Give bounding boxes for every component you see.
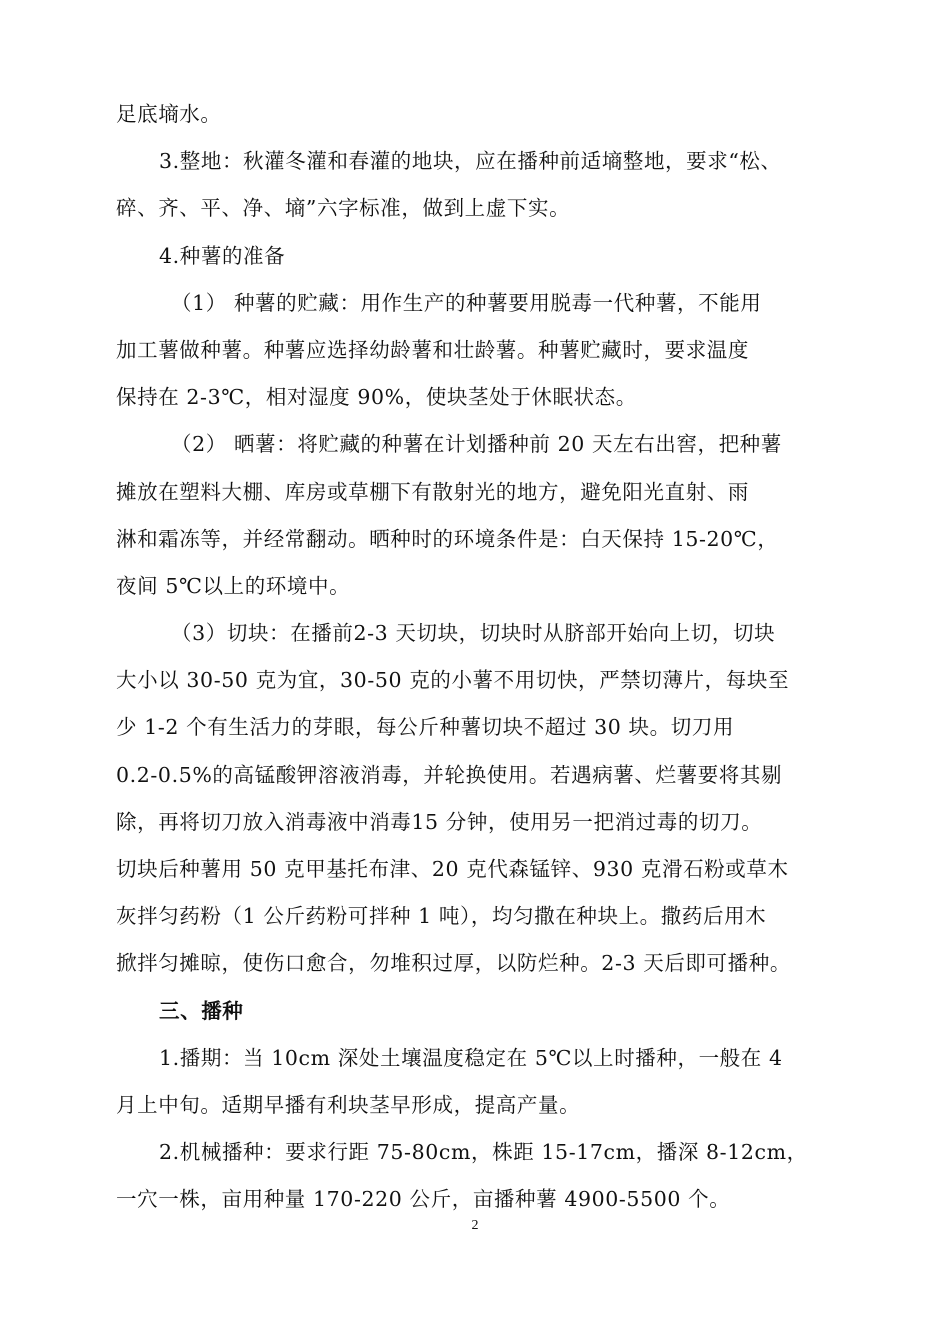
text-line: 2.机械播种：要求行距 75-80cm，株距 15-17cm，播深 8-12cm， xyxy=(159,1140,808,1165)
text-line: 一穴一株，亩用种量 170-220 公斤，亩播种薯 4900-5500 个。 xyxy=(116,1187,731,1212)
text-line: （3）切块：在播前2-3 天切块，切块时从脐部开始向上切，切块 xyxy=(171,621,776,646)
text-line: 除，再将切刀放入消毒液中消毒15 分钟，使用另一把消过毒的切刀。 xyxy=(116,809,763,834)
text-line: 月上中旬。适期早播有利块茎早形成，提高产量。 xyxy=(116,1092,581,1117)
text-line: 足底墒水。 xyxy=(116,102,222,126)
text-line: 0.2-0.5%的高锰酸钾溶液消毒，并轮换使用。若遇病薯、烂薯要将其剔 xyxy=(116,762,783,787)
text-line: 切块后种薯用 50 克甲基托布津、20 克代森锰锌、930 克滑石粉或草木 xyxy=(116,857,789,881)
text-line: 淋和霜冻等，并经常翻动。晒种时的环境条件是：白天保持 15-20℃， xyxy=(116,526,779,551)
text-line: 3.整地：秋灌冬灌和春灌的地块，应在播种前适墒整地，要求“松、 xyxy=(159,149,782,174)
text-line: 掀拌匀摊晾，使伤口愈合，勿堆积过厚，以防烂种。2-3 天后即可播种。 xyxy=(116,951,791,976)
text-line: 摊放在塑料大棚、库房或草棚下有散射光的地方，避免阳光直射、雨 xyxy=(116,479,749,504)
text-line: 大小以 30-50 克为宜，30-50 克的小薯不用切快，严禁切薄片，每块至 xyxy=(116,668,790,693)
text-line: 夜间 5℃以上的环境中。 xyxy=(116,573,351,598)
text-line: 保持在 2-3℃，相对湿度 90%，使块茎处于休眠状态。 xyxy=(116,385,637,410)
section-heading: 三、播种 xyxy=(159,998,244,1023)
text-line: （2） 晒薯：将贮藏的种薯在计划播种前 20 天左右出窖，把种薯 xyxy=(171,432,782,457)
section-subheading: 4.种薯的准备 xyxy=(159,243,286,268)
text-line: 碎、齐、平、净、墒”六字标准，做到上虚下实。 xyxy=(116,196,571,221)
text-line: 灰拌匀药粉（1 公斤药粉可拌种 1 吨），均匀撒在种块上。撒药后用木 xyxy=(116,904,767,929)
text-line: （1） 种薯的贮藏：用作生产的种薯要用脱毒一代种薯，不能用 xyxy=(171,290,762,315)
document-body xyxy=(116,102,838,1235)
text-line: 少 1-2 个有生活力的芽眼，每公斤种薯切块不超过 30 块。切刀用 xyxy=(116,715,735,740)
text-line: 加工薯做种薯。种薯应选择幼龄薯和壮龄薯。种薯贮藏时，要求温度 xyxy=(116,337,749,362)
text-line: 1.播期：当 10cm 深处土壤温度稳定在 5℃以上时播种，一般在 4 xyxy=(159,1045,783,1070)
page-number: 2 xyxy=(471,1218,479,1233)
